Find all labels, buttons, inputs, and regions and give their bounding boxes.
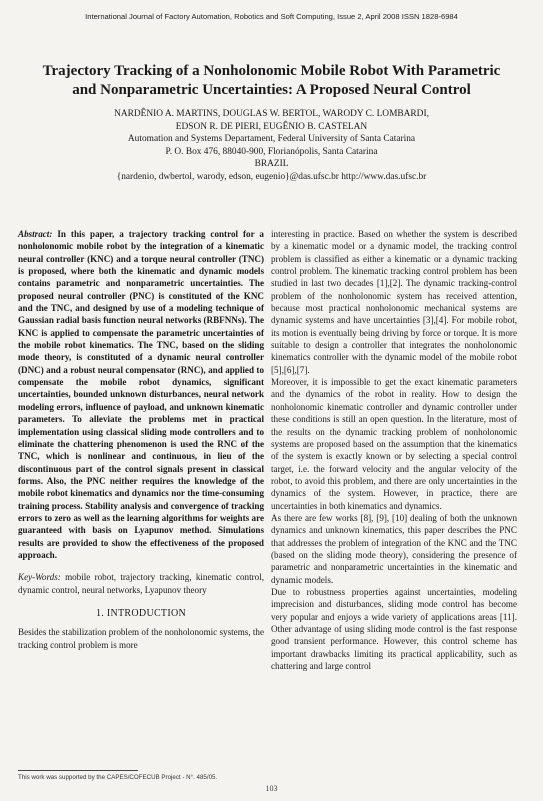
footnote: This work was supported by the CAPES/COFECUB Project - N°. 485/05.: [18, 774, 218, 781]
keywords-label: Key-Words:: [18, 572, 61, 583]
author-block: [20, 108, 523, 184]
abstract-text: In this paper, a trajectory tracking control for a nonholonomic mobile robot by the integration of a kinematic neural controller (KNC) and a torque neural controller (TNC) is proposed, where both the kinematic and dynamic models contains parametric and nonparametric uncertainties. The proposed neural controller (PNC) is constituted of the KNC and the TNC, and designed by use of a modeling technique of Gaussian radial basis function neural networks (RBFNNs). The KNC is applied to compensate the parametric uncertainties of the mobile robot kinematics. The TNC, based on the sliding mode theory, is constituted of a dynamic neural controller (DNC) and a robust neural compensator (RNC), and applied to compensate the mobile robot dynamics, significant uncertainties, bounded unknown disturbances, neural network modeling errors, influence of payload, and unknown kinematic parameters. To alleviate the problems met in practical implementation using classical sliding mode controllers and to eliminate the chattering phenomenon is used the RNC of the TNC, which is nonlinear and continuous, in lieu of the discontinuous part of the control signals present in classical forms. Also, the PNC neither requires the knowledge of the mobile robot kinematics and dynamics nor the time-consuming training process. Stability analysis and convergence of tracking errors to zero as well as the learning algorithms for weights are guaranteed with basis on Lyapunov method. Simulations results are provided to show the effectiveness of the proposed approach.: [18, 229, 264, 560]
page-number: 103: [265, 784, 278, 793]
affiliation-line-2: P. O. Box 476, 88040-900, Florianópolis, Santa Catarina: [165, 146, 378, 157]
abstract: [18, 228, 264, 561]
intro-paragraph-2: Moreover, it is impossible to get the exact kinematic parameters and the dynamics of the robot in reality. How to design the nonholonomic kinematic controller and dynamic controller under these conditions is still an open question. In the literature, most of the results on the dynamic tracking problem of nonholonomic systems are proposed based on the assumption that the kinematics of the system is exactly known or by selecting a special control target, i.e. the forward velocity and the angular velocity of the robot, to avoid this problem, and there are only uncertainties in the dynamics of the system. However, in practice, there are uncertainties in both kinematics and dynamics.: [271, 377, 517, 511]
intro-left-paragraph: Besides the stabilization problem of the nonholonomic systems, the tracking control problem is more: [18, 627, 264, 650]
affiliation-line-1: Automation and Systems Departament, Federal University of Santa Catarina: [127, 134, 416, 145]
abstract-label: Abstract:: [18, 229, 53, 239]
keywords: [18, 571, 264, 596]
authors-line-2: EDSON R. DE PIERI, EUGÊNIO B. CASTELAN: [175, 121, 368, 132]
author-emails: {nardenio, dwbertol, warody, edson, eugenio}@das.ufsc.br http://www.das.ufsc.br: [116, 171, 427, 182]
intro-paragraph-3: As there are few works [8], [9], [10] dealing of both the unknown dynamics and unknown kinematics, this paper describes the PNC that addresses the problem of integration of the KNC and the TNC (based on the sliding mode theory), considering the presence of parametric and nonparametric uncertainties in the kinematic and dynamic models.: [271, 512, 517, 585]
paper-title: [20, 62, 523, 100]
right-column: [271, 228, 517, 672]
left-column: [18, 228, 264, 661]
section-heading-introduction: 1. INTRODUCTION: [95, 607, 187, 619]
intro-paragraph-1: interesting in practice. Based on whether the system is described by a kinematic model or a dynamic model, the tracking control problem is classified as either a kinematic or a dynamic tracking control problem. The kinematic tracking control problem has been studied in last two decades [1],[2]. The dynamic tracking-control problem of the nonholonomic system has received attention, because most practical nonholonomic mechanical systems are dynamic systems and have uncertainties [3],[4]. For mobile robot, its motion is eventually being driving by force or torque. It is more suitable to design a controller that integrates the nonholonomic kinematics controller with the dynamic model of the mobile robot [5],[6],[7].: [271, 229, 517, 375]
authors-line-1: NARDÊNIO A. MARTINS, DOUGLAS W. BERTOL, WARODY C. LOMBARDI,: [114, 109, 429, 119]
footnote-divider: [18, 770, 138, 771]
intro-paragraph-4: Due to robustness properties against uncertainties, modeling imprecision and disturbances, sliding mode control has become very popular and enjoys a wide variety of applications areas [11]. Other advantage of using sliding mode control is the fast response good transient performance. However, this control scheme has important drawbacks limiting its practical applicability, such as chattering and large control: [271, 586, 517, 672]
affiliation-line-3: BRAZIL: [254, 159, 289, 170]
journal-header: International Journal of Factory Automation, Robotics and Soft Computing, Issue 2, April 2008 ISSN 1828-6984: [85, 12, 458, 21]
keywords-text: mobile robot, trajectory tracking, kinematic control, dynamic control, neural networks, Lyapunov theory: [18, 572, 264, 595]
title-line-2: and Nonparametric Uncertainties: A Proposed Neural Control: [72, 82, 471, 98]
title-line-1: Trajectory Tracking of a Nonholonomic Mobile Robot With Parametric: [42, 63, 501, 79]
